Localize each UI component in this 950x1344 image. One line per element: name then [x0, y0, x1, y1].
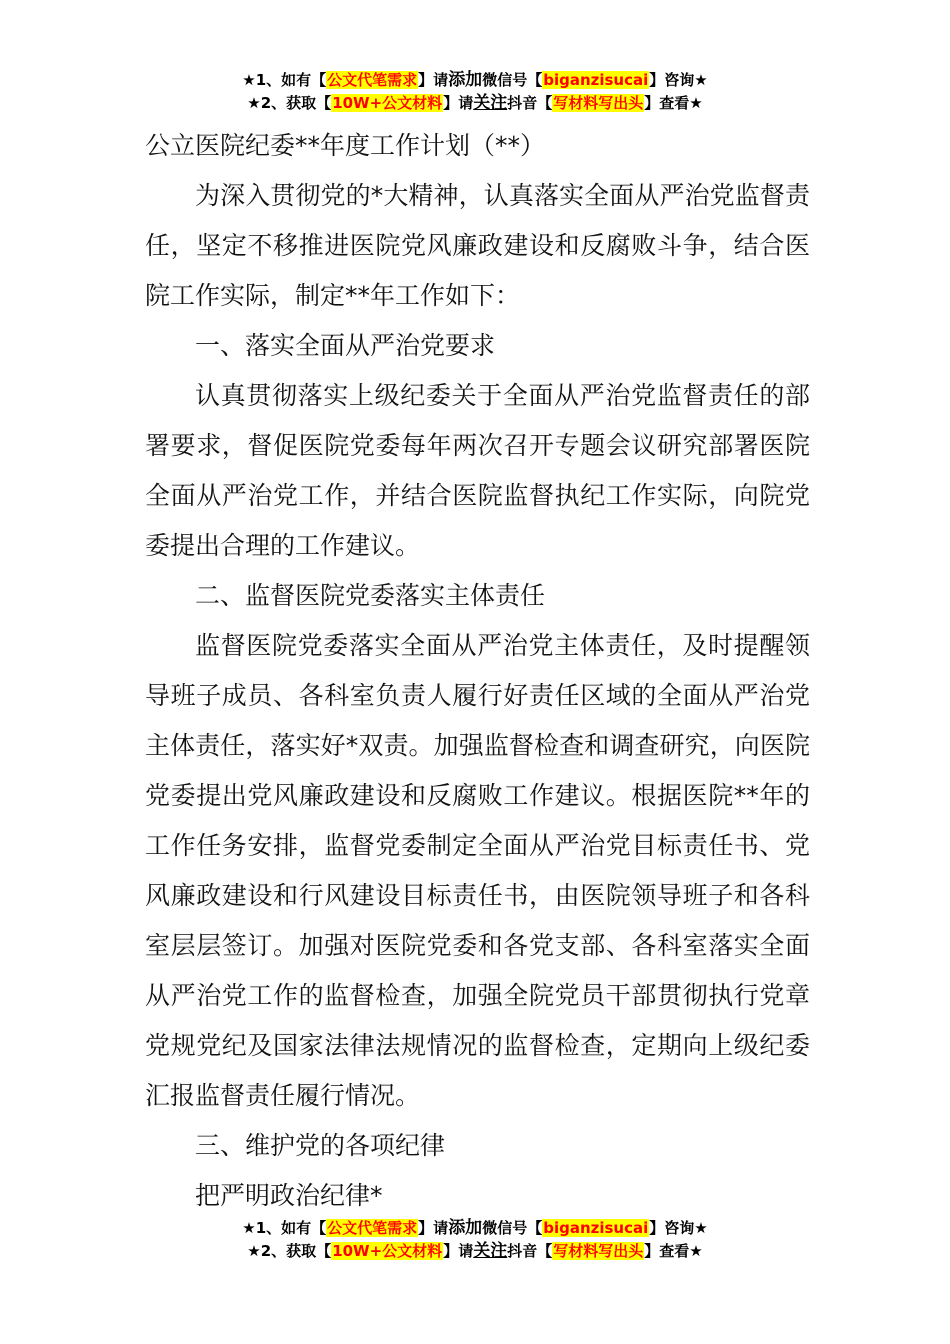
promo-line-2	[0, 92, 950, 115]
header-promo-banner	[0, 69, 950, 115]
promo-text: 】查看★	[644, 94, 703, 112]
promo-text: 】请	[443, 1242, 474, 1260]
promo-highlight: 公文代笔需求	[327, 1219, 418, 1237]
promo-wechat-id: biganzisucai	[543, 1219, 649, 1237]
section-heading-3: 三、维护党的各项纪律	[195, 1131, 446, 1160]
promo-text: ★1、如有【	[242, 1219, 327, 1237]
paragraph-section-1: 认真贯彻落实上级纪委关于全面从严治党监督责任的部署要求，督促医院党委每年两次召开专题会议研究部署医院全面从严治党工作，并结合医院监督执纪工作实际，向院党委提出合理的工作建议。	[145, 381, 810, 560]
promo-douyin-id: 写材料写出头	[553, 94, 644, 112]
paragraph-section-2: 监督医院党委落实全面从严治党主体责任，及时提醒领导班子成员、各科室负责人履行好责任区域的全面从严治党主体责任，落实好*双责。加强监督检查和调查研究，向医院党委提出党风廉政建设和反腐败工作建议。根据医院**年的工作任务安排，监督党委制定全面从严治党目标责任书、党风廉政建设和行风建设目标责任书，由医院领导班子和各科室层层签订。加强对医院党委和各党支部、各科室落实全面从严治党工作的监督检查，加强全院党员干部贯彻执行党章党规党纪及国家法律法规情况的监督检查，定期向上级纪委汇报监督责任履行情况。	[145, 631, 810, 1110]
promo-text: 抖音【	[507, 94, 553, 112]
promo-text: ★2、获取【	[247, 1242, 332, 1260]
promo-highlight: 10W+公文材料	[332, 94, 443, 112]
promo-text: ★2、获取【	[247, 94, 332, 112]
promo-emphasis: 添加	[448, 1218, 483, 1238]
paragraph-intro: 为深入贯彻党的*大精神，认真落实全面从严治党监督责任，坚定不移推进医院党风廉政建设和反腐败斗争，结合医院工作实际，制定**年工作如下：	[145, 181, 810, 310]
promo-text: 】请	[443, 94, 474, 112]
document-body	[145, 121, 810, 1221]
section-heading-2: 二、监督医院党委落实主体责任	[195, 581, 546, 610]
promo-text: 微信号【	[482, 71, 543, 89]
promo-emphasis: 关注	[473, 93, 508, 113]
promo-highlight: 10W+公文材料	[332, 1242, 443, 1260]
promo-douyin-id: 写材料写出头	[553, 1242, 644, 1260]
promo-line-2	[0, 1240, 950, 1263]
paragraph-section-3: 把严明政治纪律*	[195, 1181, 383, 1210]
promo-text: 】咨询★	[649, 1219, 708, 1237]
promo-emphasis: 添加	[448, 70, 483, 90]
promo-text: 微信号【	[482, 1219, 543, 1237]
promo-text: 抖音【	[507, 1242, 553, 1260]
promo-text: 】查看★	[644, 1242, 703, 1260]
promo-text: 】请	[418, 1219, 449, 1237]
promo-text: 】请	[418, 71, 449, 89]
promo-text: ★1、如有【	[242, 71, 327, 89]
promo-highlight: 公文代笔需求	[327, 71, 418, 89]
promo-wechat-id: biganzisucai	[543, 71, 649, 89]
section-heading-1: 一、落实全面从严治党要求	[195, 331, 496, 360]
promo-line-1	[0, 69, 950, 92]
promo-line-1	[0, 1217, 950, 1240]
promo-emphasis: 关注	[473, 1241, 508, 1261]
footer-promo-banner	[0, 1217, 950, 1263]
promo-text: 】咨询★	[649, 71, 708, 89]
document-title: 公立医院纪委**年度工作计划（**）	[145, 131, 546, 160]
